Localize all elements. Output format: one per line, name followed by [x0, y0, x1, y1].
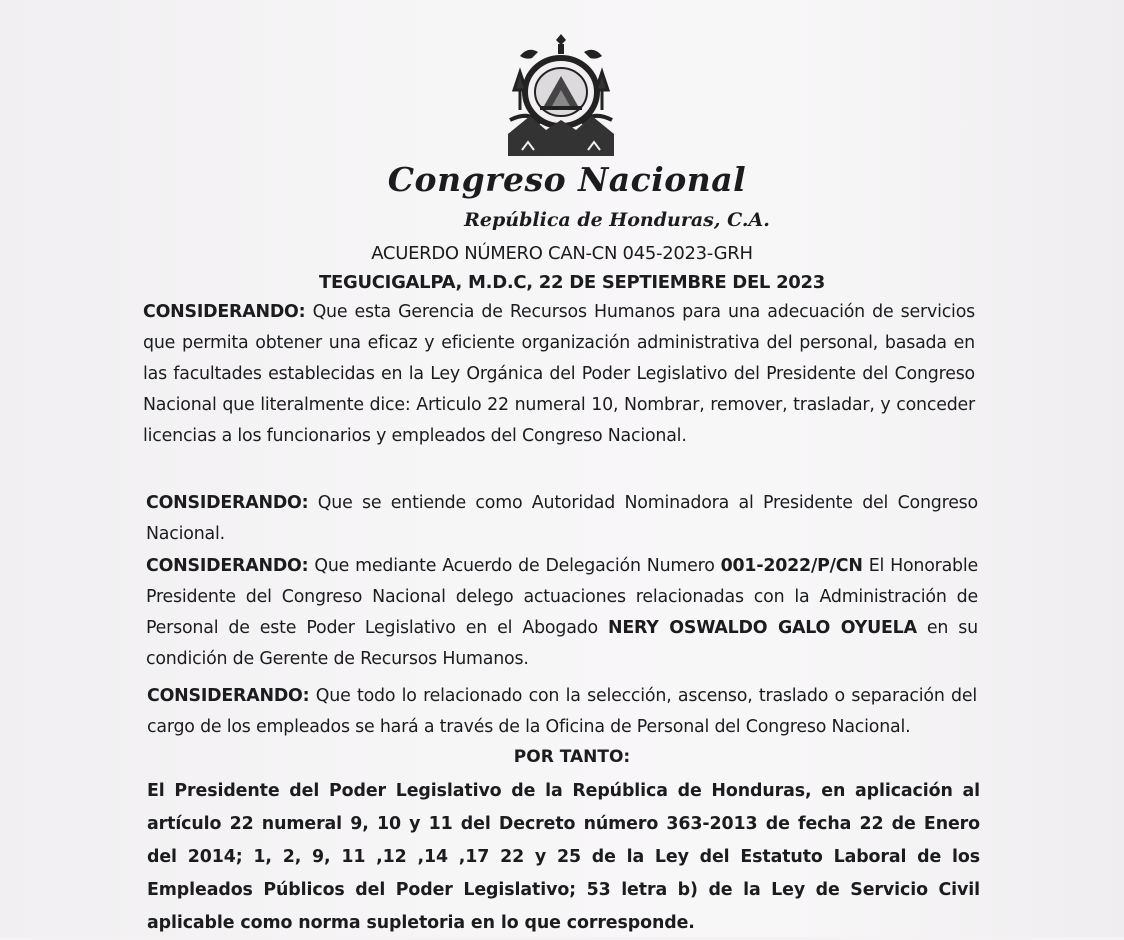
- considerando-label: CONSIDERANDO:: [146, 493, 309, 513]
- por-tanto-heading: POR TANTO:: [513, 747, 631, 767]
- considerando-paragraph-2: [146, 488, 978, 550]
- considerando-label: CONSIDERANDO:: [147, 686, 310, 706]
- considerando-paragraph-3: [146, 551, 978, 675]
- honduras-coat-of-arms-icon: [500, 30, 622, 165]
- place-and-date: TEGUCIGALPA, M.D.C, 22 DE SEPTIEMBRE DEL 2023: [319, 272, 825, 293]
- delegation-number: 001-2022/P/CN: [720, 556, 863, 576]
- considerando-1-text: Que esta Gerencia de Recursos Humanos para una adecuación de servicios que permita obtener una eficaz y eficiente organización administrativa del personal, basada en las facultades establecidas en la Ley Orgánica del Poder Legislativo del Presidente del Congreso Nacional que literalmente dice: Articulo 22 numeral 10, Nombrar, remover, trasladar, y conceder licencias a los funcionarios y empleados del Congreso Nacional.: [143, 302, 975, 446]
- lawyer-name: NERY OSWALDO GALO OYUELA: [608, 618, 917, 638]
- agreement-number: ACUERDO NÚMERO CAN-CN 045-2023-GRH: [371, 243, 753, 264]
- resolution-paragraph: El Presidente del Poder Legislativo de la República de Honduras, en aplicación al artículo 22 numeral 9, 10 y 11 del Decreto número 363-2013 de fecha 22 de Enero del 2014; 1, 2, 9, 11 ,12 ,14 ,17 22 y 25 de la Ley del Estatuto Laboral de los Empleados Públicos del Poder Legislativo; 53 letra b) de la Ley de Servicio Civil aplicable como norma supletoria en lo que corresponde.: [147, 781, 980, 933]
- organization-name: Congreso Nacional: [387, 160, 747, 199]
- considerando-3-text-a: Que mediante Acuerdo de Delegación Numero: [314, 556, 715, 576]
- considerando-label: CONSIDERANDO:: [146, 556, 309, 576]
- considerando-paragraph-1: [143, 297, 975, 452]
- considerando-3-text-b: El Honorable Presidente del Congreso Nacional delego actuaciones relacionadas con la Administración de Personal de este Poder Legislativo en el Abogado: [146, 556, 979, 638]
- organization-subtitle: República de Honduras, C.A.: [464, 209, 770, 231]
- considerando-paragraph-4: [147, 681, 977, 743]
- considerando-label: CONSIDERANDO:: [143, 302, 306, 322]
- considerando-3-text-c: en su condición de Gerente de Recursos Humanos.: [146, 618, 978, 669]
- considerando-4-text: Que todo lo relacionado con la selección, ascenso, traslado o separación del cargo de los empleados se hará a través de la Oficina de Personal del Congreso Nacional.: [147, 686, 977, 737]
- considerando-2-text: Que se entiende como Autoridad Nominadora al Presidente del Congreso Nacional.: [146, 493, 978, 544]
